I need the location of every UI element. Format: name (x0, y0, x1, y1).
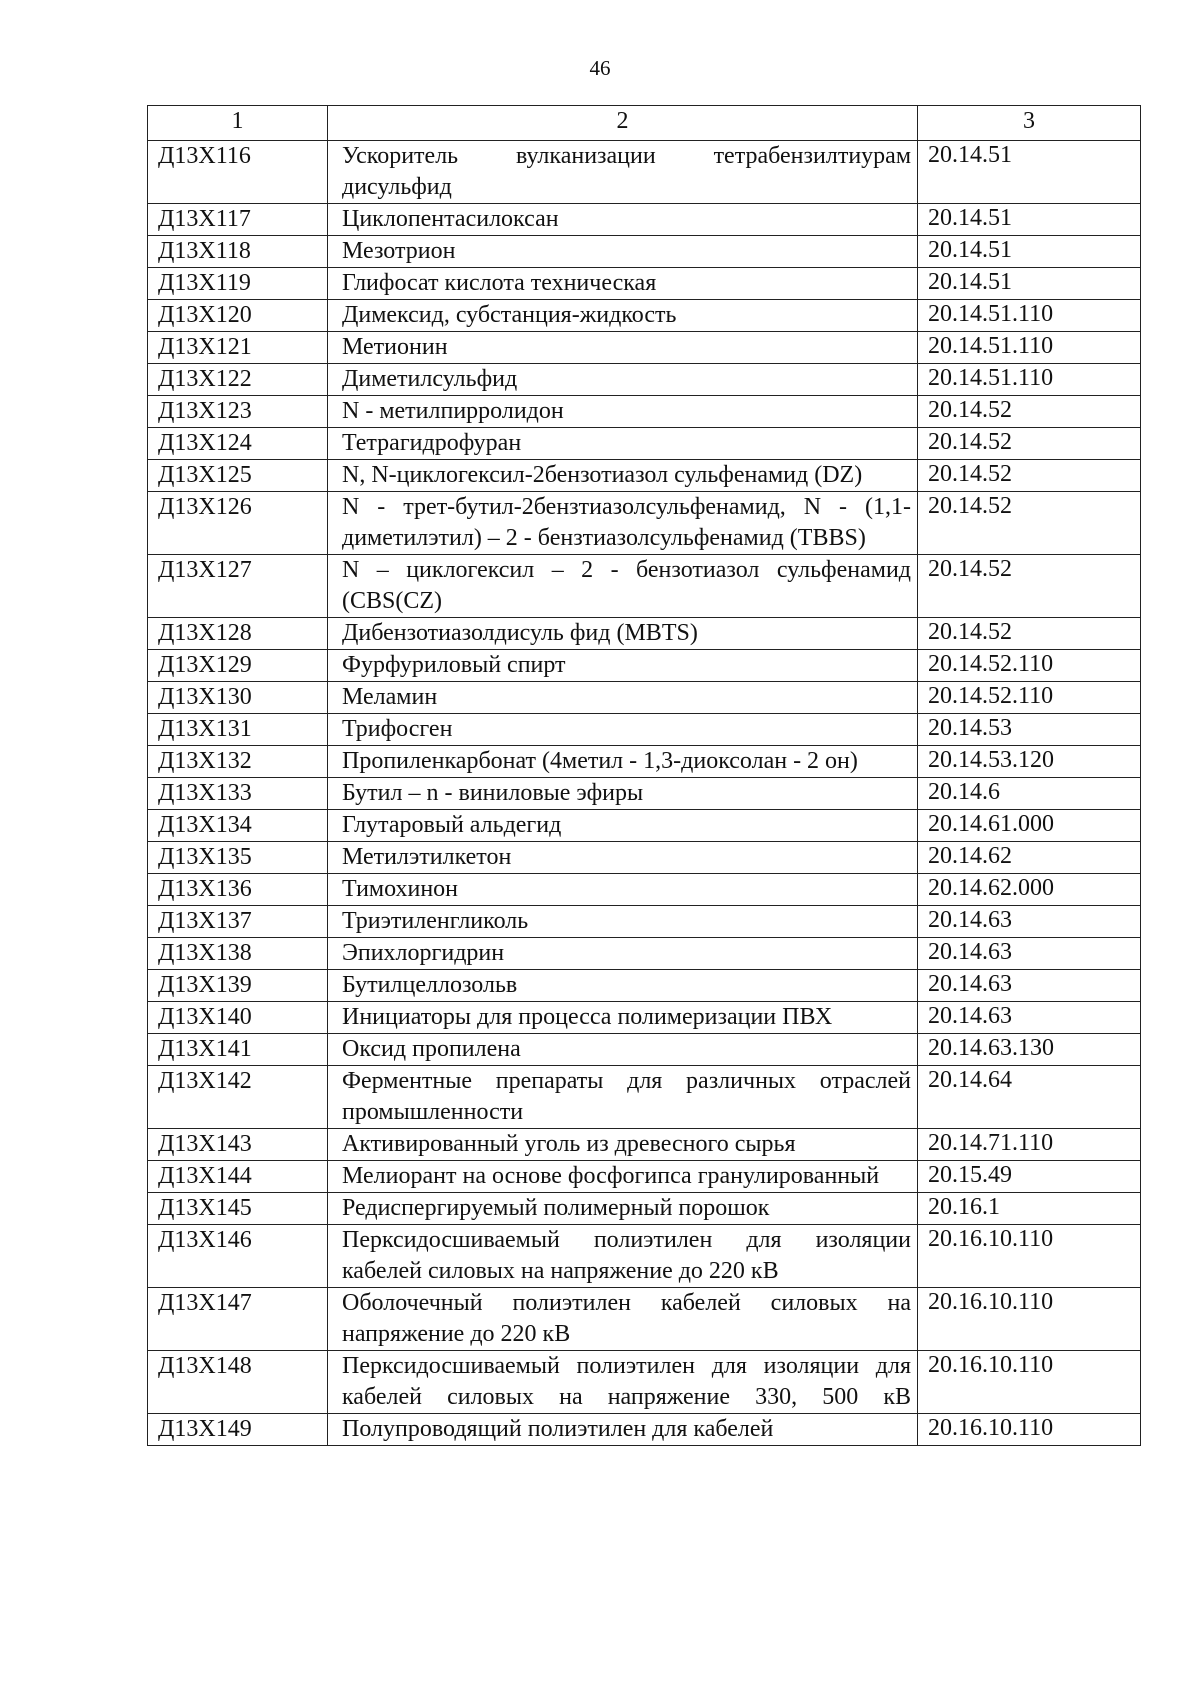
code-cell: Д13Х131 (148, 714, 328, 746)
name-cell: Инициаторы для процесса полимеризации ПВХ (328, 1002, 918, 1034)
code-cell: Д13Х128 (148, 618, 328, 650)
okpd-code-cell: 20.14.63 (918, 906, 1141, 938)
code-cell: Д13Х142 (148, 1066, 328, 1129)
table-row (148, 236, 1141, 268)
code-cell: Д13Х129 (148, 650, 328, 682)
code-cell: Д13Х125 (148, 460, 328, 492)
okpd-code-cell: 20.14.63 (918, 938, 1141, 970)
name-cell: Полупроводящий полиэтилен для кабелей (328, 1414, 918, 1446)
table-row (148, 555, 1141, 618)
name-cell: Эпихлоргидрин (328, 938, 918, 970)
code-cell: Д13Х132 (148, 746, 328, 778)
okpd-code-cell: 20.16.10.110 (918, 1288, 1141, 1351)
name-cell: Глифосат кислота техническая (328, 268, 918, 300)
page-number: 46 (589, 56, 611, 80)
name-cell: Активированный уголь из древесного сырья (328, 1129, 918, 1161)
okpd-code-cell: 20.14.52 (918, 396, 1141, 428)
okpd-code-cell: 20.14.52.110 (918, 650, 1141, 682)
okpd-code-cell: 20.14.51.110 (918, 364, 1141, 396)
okpd-code-cell: 20.14.52.110 (918, 682, 1141, 714)
okpd-code-cell: 20.14.71.110 (918, 1129, 1141, 1161)
code-cell: Д13Х116 (148, 141, 328, 204)
name-cell: Триэтиленгликоль (328, 906, 918, 938)
code-cell: Д13Х143 (148, 1129, 328, 1161)
name-cell: N - трет-бутил-2бензтиазолсульфенамид, N - (1,1-диметилэтил) – 2 - бензтиазолсульфенамид (TBBS) (328, 492, 918, 555)
code-cell: Д13Х135 (148, 842, 328, 874)
table-row (148, 364, 1141, 396)
code-cell: Д13Х149 (148, 1414, 328, 1446)
table-row (148, 1161, 1141, 1193)
name-cell: Тимохинон (328, 874, 918, 906)
okpd-code-cell: 20.14.62 (918, 842, 1141, 874)
table-row (148, 650, 1141, 682)
table-row (148, 1288, 1141, 1351)
name-cell: Димексид, субстанция-жидкость (328, 300, 918, 332)
code-cell: Д13Х144 (148, 1161, 328, 1193)
name-cell: Трифосген (328, 714, 918, 746)
table-row (148, 300, 1141, 332)
name-cell: Ферментные препараты для различных отраслей промышленности (328, 1066, 918, 1129)
table-row (148, 1414, 1141, 1446)
table-row (148, 1351, 1141, 1414)
table-body (148, 141, 1141, 1446)
okpd-code-cell: 20.14.53 (918, 714, 1141, 746)
code-cell: Д13Х123 (148, 396, 328, 428)
name-cell: Перксидосшиваемый полиэтилен для изоляции кабелей силовых на напряжение до 220 кВ (328, 1225, 918, 1288)
code-cell: Д13Х127 (148, 555, 328, 618)
name-cell: Мелиорант на основе фосфогипса гранулированный (328, 1161, 918, 1193)
code-cell: Д13Х121 (148, 332, 328, 364)
okpd-code-cell: 20.14.64 (918, 1066, 1141, 1129)
name-cell: Тетрагидрофуран (328, 428, 918, 460)
table-row (148, 906, 1141, 938)
table-row (148, 778, 1141, 810)
name-cell: Ускоритель вулканизации тетрабензилтиурам дисульфид (328, 141, 918, 204)
okpd-code-cell: 20.14.52 (918, 492, 1141, 555)
okpd-code-cell: 20.16.1 (918, 1193, 1141, 1225)
okpd-code-cell: 20.14.51 (918, 141, 1141, 204)
okpd-code-cell: 20.14.51.110 (918, 332, 1141, 364)
table-row (148, 746, 1141, 778)
name-cell: Пропиленкарбонат (4метил - 1,3-диоксолан - 2 он) (328, 746, 918, 778)
name-cell: N, N-циклогексил-2бензотиазол сульфенамид (DZ) (328, 460, 918, 492)
code-cell: Д13Х139 (148, 970, 328, 1002)
table-row (148, 682, 1141, 714)
column-header-2: 2 (328, 106, 918, 141)
name-cell: Фурфуриловый спирт (328, 650, 918, 682)
name-cell: Мезотрион (328, 236, 918, 268)
okpd-code-cell: 20.15.49 (918, 1161, 1141, 1193)
table-row (148, 1193, 1141, 1225)
table-header-row (148, 106, 1141, 141)
table-row (148, 141, 1141, 204)
name-cell: Диметилсульфид (328, 364, 918, 396)
code-cell: Д13Х147 (148, 1288, 328, 1351)
okpd-code-cell: 20.14.51 (918, 268, 1141, 300)
column-header-3: 3 (918, 106, 1141, 141)
code-cell: Д13Х119 (148, 268, 328, 300)
okpd-code-cell: 20.14.63 (918, 970, 1141, 1002)
okpd-code-cell: 20.14.61.000 (918, 810, 1141, 842)
name-cell: Глутаровый альдегид (328, 810, 918, 842)
okpd-code-cell: 20.16.10.110 (918, 1351, 1141, 1414)
name-cell: N – циклогексил – 2 - бензотиазол сульфенамид (CBS(CZ) (328, 555, 918, 618)
code-cell: Д13Х134 (148, 810, 328, 842)
okpd-code-cell: 20.14.51 (918, 236, 1141, 268)
table-row (148, 618, 1141, 650)
okpd-code-cell: 20.14.6 (918, 778, 1141, 810)
table-row (148, 842, 1141, 874)
code-cell: Д13Х146 (148, 1225, 328, 1288)
table-row (148, 1225, 1141, 1288)
classifier-table (147, 105, 1141, 1446)
okpd-code-cell: 20.14.63 (918, 1002, 1141, 1034)
table-row (148, 492, 1141, 555)
okpd-code-cell: 20.14.52 (918, 618, 1141, 650)
table-row (148, 1034, 1141, 1066)
code-cell: Д13Х138 (148, 938, 328, 970)
code-cell: Д13Х120 (148, 300, 328, 332)
okpd-code-cell: 20.14.51.110 (918, 300, 1141, 332)
table-row (148, 428, 1141, 460)
table-row (148, 204, 1141, 236)
okpd-code-cell: 20.14.63.130 (918, 1034, 1141, 1066)
okpd-code-cell: 20.16.10.110 (918, 1225, 1141, 1288)
okpd-code-cell: 20.16.10.110 (918, 1414, 1141, 1446)
okpd-code-cell: 20.14.51 (918, 204, 1141, 236)
name-cell: Метилэтилкетон (328, 842, 918, 874)
okpd-code-cell: 20.14.52 (918, 555, 1141, 618)
name-cell: N - метилпирролидон (328, 396, 918, 428)
code-cell: Д13Х145 (148, 1193, 328, 1225)
code-cell: Д13Х126 (148, 492, 328, 555)
code-cell: Д13Х137 (148, 906, 328, 938)
okpd-code-cell: 20.14.62.000 (918, 874, 1141, 906)
code-cell: Д13Х117 (148, 204, 328, 236)
name-cell: Метионин (328, 332, 918, 364)
table-row (148, 714, 1141, 746)
code-cell: Д13Х140 (148, 1002, 328, 1034)
name-cell: Бутил – n - виниловые эфиры (328, 778, 918, 810)
okpd-code-cell: 20.14.53.120 (918, 746, 1141, 778)
name-cell: Оболочечный полиэтилен кабелей силовых на напряжение до 220 кВ (328, 1288, 918, 1351)
code-cell: Д13Х136 (148, 874, 328, 906)
name-cell: Бутилцеллозольв (328, 970, 918, 1002)
okpd-code-cell: 20.14.52 (918, 428, 1141, 460)
table-row (148, 396, 1141, 428)
code-cell: Д13Х148 (148, 1351, 328, 1414)
table-row (148, 1002, 1141, 1034)
code-cell: Д13Х124 (148, 428, 328, 460)
okpd-code-cell: 20.14.52 (918, 460, 1141, 492)
name-cell: Циклопентасилоксан (328, 204, 918, 236)
table-row (148, 460, 1141, 492)
table-row (148, 1129, 1141, 1161)
code-cell: Д13Х141 (148, 1034, 328, 1066)
name-cell: Редиспергируемый полимерный порошок (328, 1193, 918, 1225)
table-row (148, 874, 1141, 906)
code-cell: Д13Х130 (148, 682, 328, 714)
table-row (148, 810, 1141, 842)
column-header-1: 1 (148, 106, 328, 141)
table-row (148, 332, 1141, 364)
table-row (148, 970, 1141, 1002)
table-row (148, 268, 1141, 300)
code-cell: Д13Х133 (148, 778, 328, 810)
table-row (148, 938, 1141, 970)
name-cell: Дибензотиазолдисуль фид (MBTS) (328, 618, 918, 650)
name-cell: Меламин (328, 682, 918, 714)
code-cell: Д13Х118 (148, 236, 328, 268)
table-row (148, 1066, 1141, 1129)
name-cell: Оксид пропилена (328, 1034, 918, 1066)
code-cell: Д13Х122 (148, 364, 328, 396)
name-cell: Перксидосшиваемый полиэтилен для изоляции для кабелей силовых на напряжение 330, 500 кВ (328, 1351, 918, 1414)
